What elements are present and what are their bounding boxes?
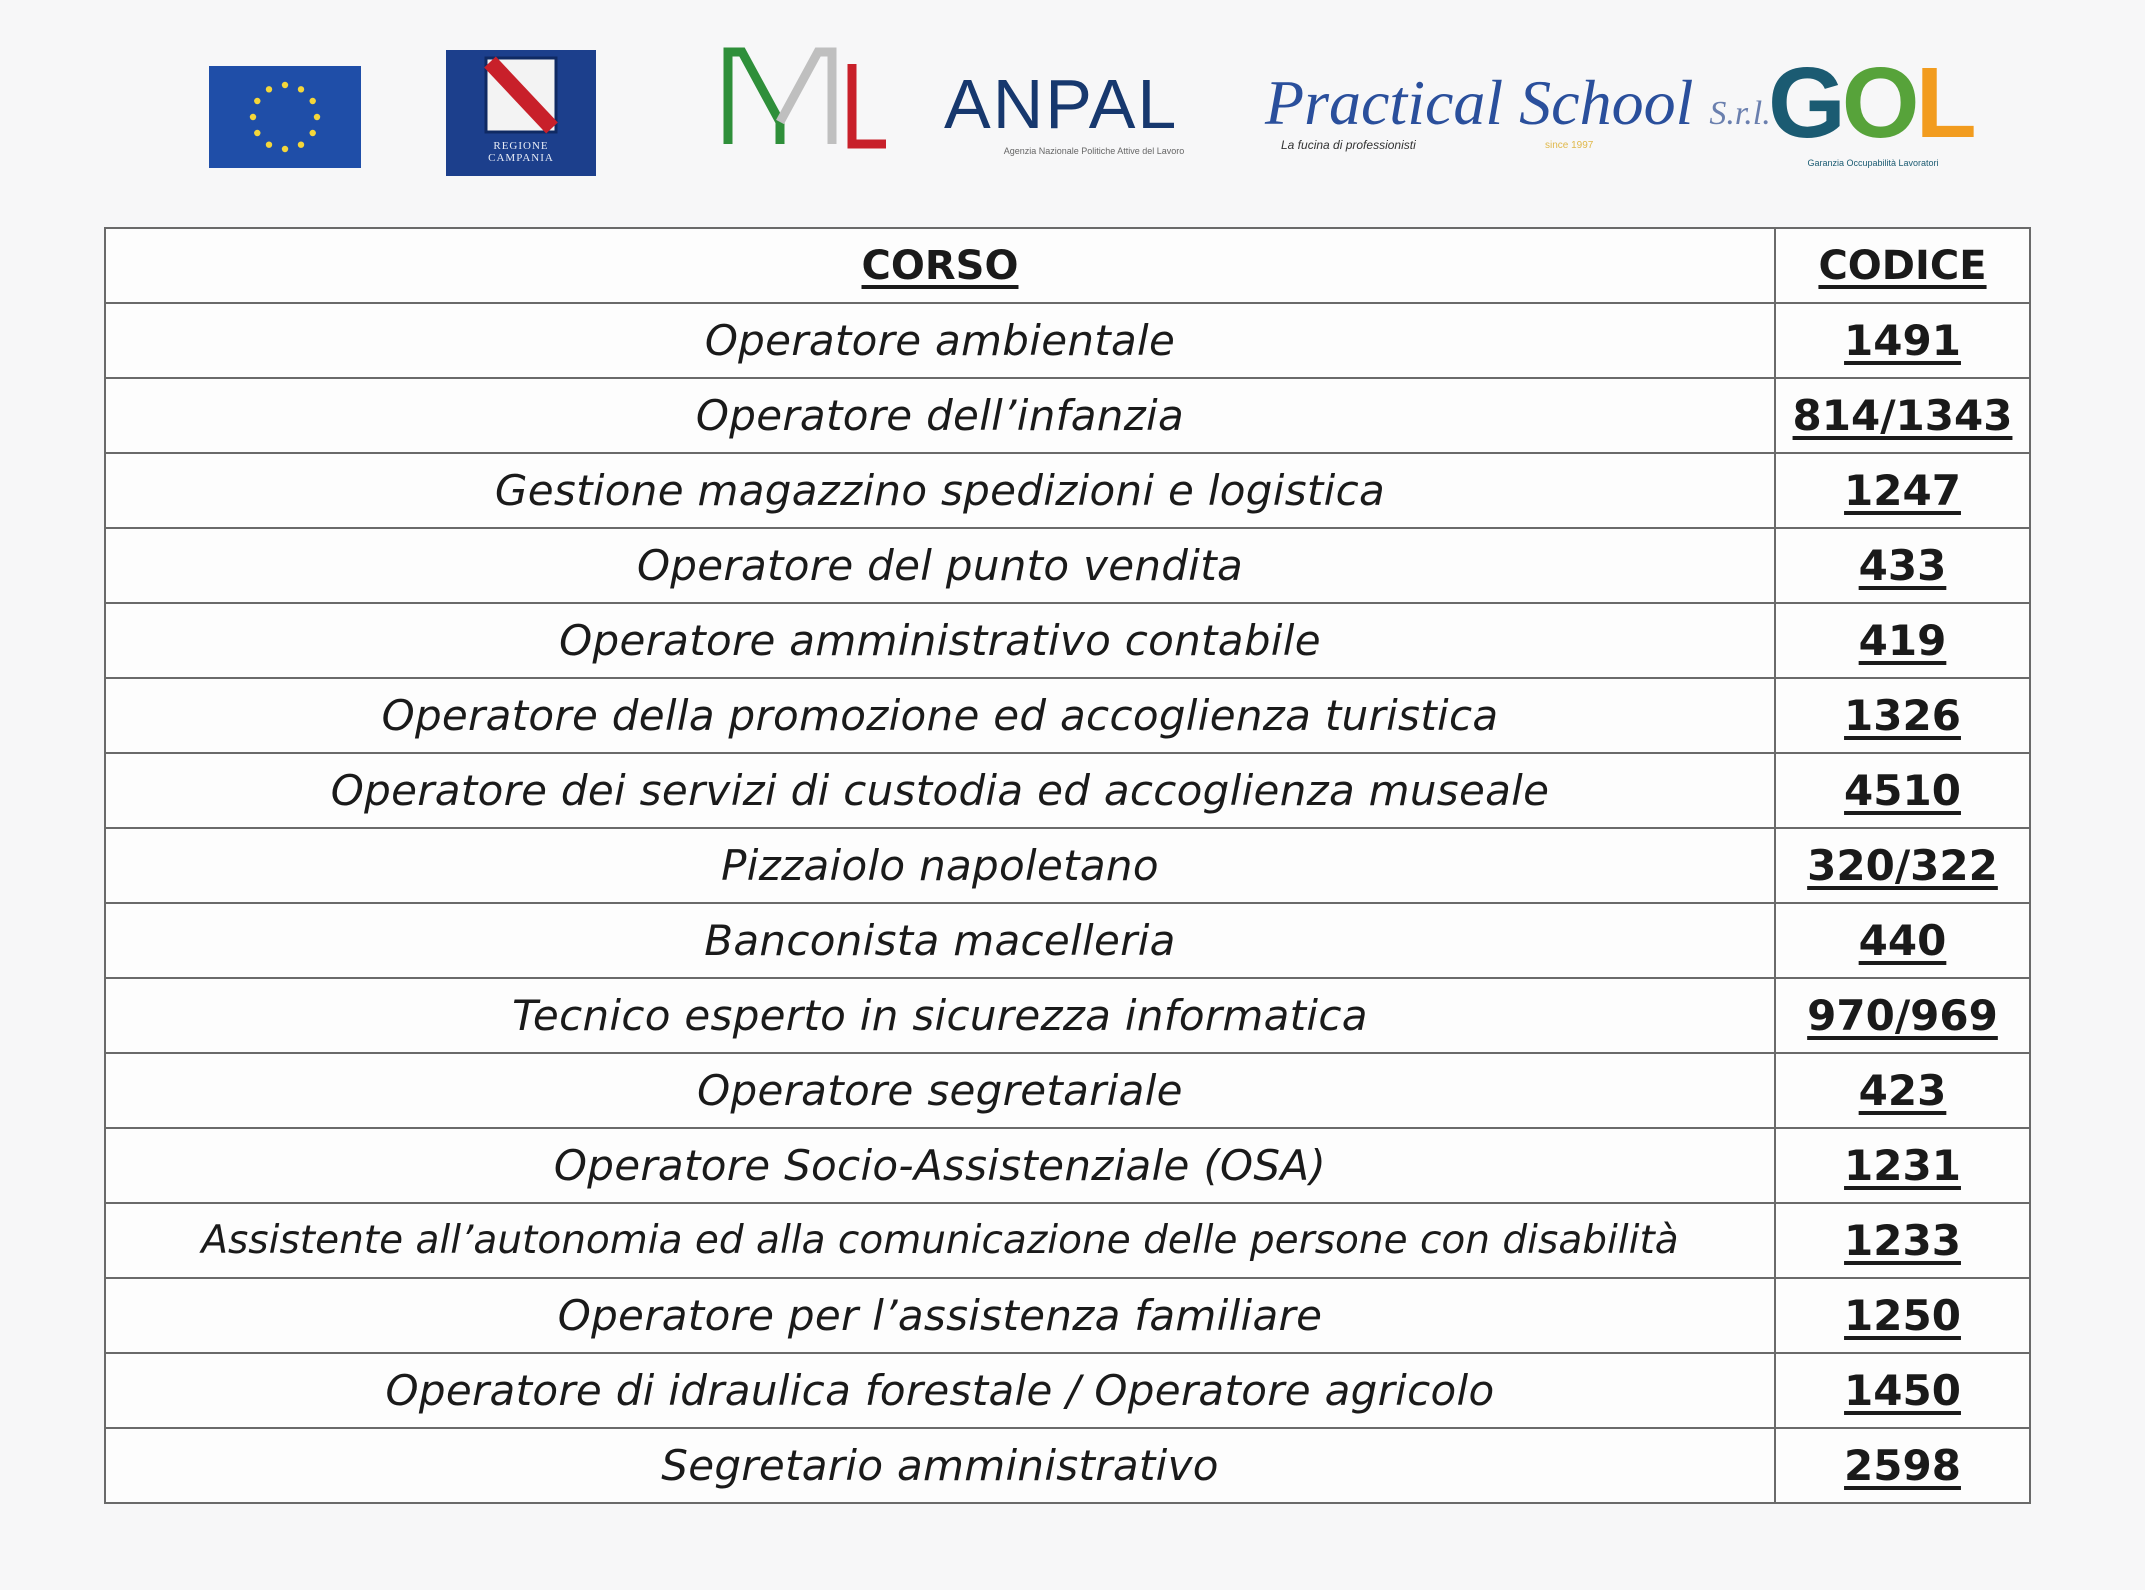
table-row bbox=[105, 303, 2030, 378]
gol-logo bbox=[1768, 48, 1978, 178]
practical-school-since: since 1997 bbox=[1545, 140, 1594, 151]
course-name: Pizzaiolo napoletano bbox=[105, 828, 1775, 903]
course-code: 970/969 bbox=[1775, 978, 2030, 1053]
course-name: Operatore della promozione ed accoglienza turistica bbox=[105, 678, 1775, 753]
gol-letter-o: O bbox=[1841, 47, 1916, 159]
course-name: Operatore ambientale bbox=[105, 303, 1775, 378]
table-row bbox=[105, 978, 2030, 1053]
regione-campania-logo bbox=[446, 50, 596, 176]
gol-letter-g: G bbox=[1768, 47, 1842, 159]
table-row bbox=[105, 1128, 2030, 1203]
course-code: 1250 bbox=[1775, 1278, 2030, 1353]
logo-strip bbox=[0, 0, 2145, 200]
table-row bbox=[105, 753, 2030, 828]
table-row bbox=[105, 1278, 2030, 1353]
course-code: 1247 bbox=[1775, 453, 2030, 528]
course-code: 2598 bbox=[1775, 1428, 2030, 1503]
course-code: 4510 bbox=[1775, 753, 2030, 828]
table-row bbox=[105, 1203, 2030, 1278]
table-row bbox=[105, 903, 2030, 978]
regione-caption-line2: CAMPANIA bbox=[488, 152, 554, 164]
practical-school-wordmark: Practical School bbox=[1265, 67, 1694, 138]
table-row bbox=[105, 678, 2030, 753]
course-name: Operatore Socio-Assistenziale (OSA) bbox=[105, 1128, 1775, 1203]
course-code: 320/322 bbox=[1775, 828, 2030, 903]
header-course: CORSO bbox=[105, 228, 1775, 303]
eu-flag-icon bbox=[209, 66, 361, 168]
header-code: CODICE bbox=[1775, 228, 2030, 303]
gol-letter-l: L bbox=[1915, 47, 1973, 159]
table-row bbox=[105, 1353, 2030, 1428]
practical-school-suffix: S.r.l. bbox=[1709, 95, 1771, 132]
gol-subtitle: Garanzia Occupabilità Lavoratori bbox=[1807, 158, 1939, 168]
table-row bbox=[105, 1428, 2030, 1503]
course-name: Operatore dell’infanzia bbox=[105, 378, 1775, 453]
course-name: Tecnico esperto in sicurezza informatica bbox=[105, 978, 1775, 1053]
anpal-wordmark: ANPAL bbox=[944, 65, 1179, 143]
table-row bbox=[105, 603, 2030, 678]
course-code: 814/1343 bbox=[1775, 378, 2030, 453]
course-code: 1233 bbox=[1775, 1203, 2030, 1278]
table-row bbox=[105, 453, 2030, 528]
course-code: 440 bbox=[1775, 903, 2030, 978]
course-name: Operatore di idraulica forestale / Operatore agricolo bbox=[105, 1353, 1775, 1428]
course-name: Operatore del punto vendita bbox=[105, 528, 1775, 603]
course-name: Assistente all’autonomia ed alla comunicazione delle persone con disabilità bbox=[105, 1203, 1775, 1278]
course-code: 1450 bbox=[1775, 1353, 2030, 1428]
course-code: 1231 bbox=[1775, 1128, 2030, 1203]
course-name: Operatore per l’assistenza familiare bbox=[105, 1278, 1775, 1353]
practical-school-tagline: La fucina di professionisti bbox=[1281, 138, 1416, 152]
course-code: 1491 bbox=[1775, 303, 2030, 378]
course-name: Gestione magazzino spedizioni e logistica bbox=[105, 453, 1775, 528]
table-row bbox=[105, 378, 2030, 453]
table-header-row bbox=[105, 228, 2030, 303]
regione-caption-line1: REGIONE bbox=[493, 140, 549, 152]
ministero-lavoro-logo-icon bbox=[720, 44, 890, 189]
course-name: Banconista macelleria bbox=[105, 903, 1775, 978]
course-name: Operatore amministrativo contabile bbox=[105, 603, 1775, 678]
course-code: 433 bbox=[1775, 528, 2030, 603]
course-code: 423 bbox=[1775, 1053, 2030, 1128]
table-row bbox=[105, 828, 2030, 903]
ml-monogram bbox=[720, 44, 890, 154]
course-name: Segretario amministrativo bbox=[105, 1428, 1775, 1503]
course-code: 419 bbox=[1775, 603, 2030, 678]
course-name: Operatore dei servizi di custodia ed accoglienza museale bbox=[105, 753, 1775, 828]
table-row bbox=[105, 1053, 2030, 1128]
table-row bbox=[105, 528, 2030, 603]
eu-stars-ring bbox=[209, 66, 361, 168]
practical-school-logo bbox=[1265, 66, 1771, 166]
anpal-logo bbox=[944, 64, 1244, 174]
course-code: 1326 bbox=[1775, 678, 2030, 753]
course-name: Operatore segretariale bbox=[105, 1053, 1775, 1128]
courses-table bbox=[104, 227, 2031, 1504]
anpal-subtitle: Agenzia Nazionale Politiche Attive del Lavoro bbox=[1003, 146, 1185, 156]
